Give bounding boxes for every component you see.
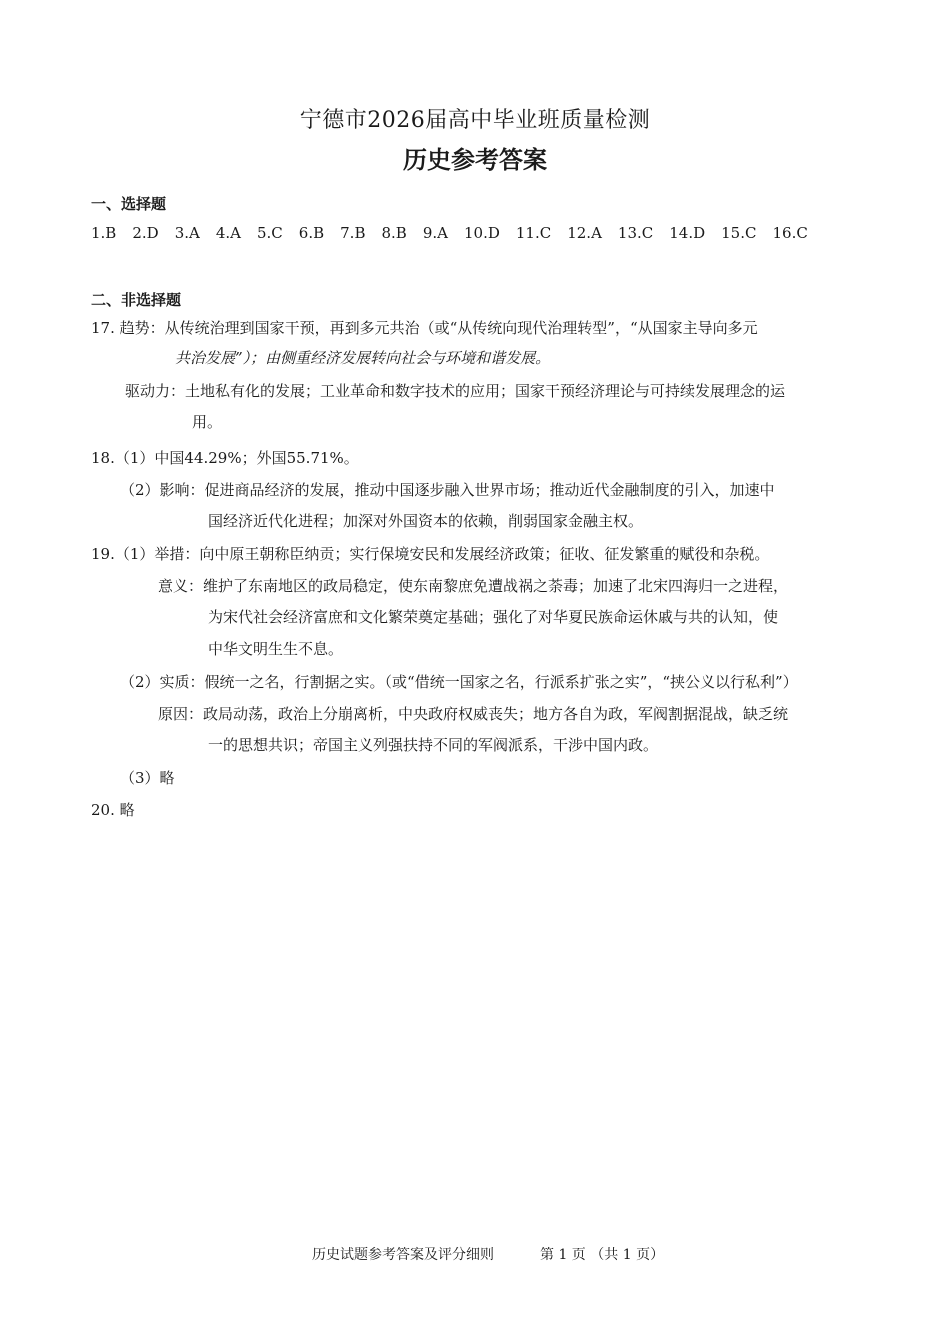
choice-answer-item: 13.C: [617, 224, 654, 242]
answer-subtitle: 历史参考答案: [403, 146, 547, 174]
q17-driver-line-1: 驱动力：土地私有化的发展；工业革命和数字技术的应用；国家干预经济理论与可持续发展理念的运: [125, 382, 786, 400]
choice-answer-item: 8.B: [381, 224, 407, 242]
choice-answer-item: 12.A: [567, 224, 602, 242]
footer-title: 历史试题参考答案及评分细则: [312, 1247, 494, 1263]
q20: 20. 略: [91, 801, 135, 819]
choice-answer-item: 4.A: [215, 224, 241, 242]
q19-part2-reason-1: 原因：政局动荡，政治上分崩离析，中央政府权威丧失；地方各自为政，军阀割据混战，缺乏统: [158, 705, 789, 723]
q19-part3: （3）略: [120, 769, 175, 787]
q17-trend-line-1: 17. 趋势：从传统治理到国家干预，再到多元共治（或“从传统向现代治理转型”，“从国家主导向多元: [91, 319, 758, 337]
section-choice-heading: 一、选择题: [91, 195, 167, 213]
choice-answer-item: 7.B: [340, 224, 366, 242]
q19-part2-essence: （2）实质：假统一之名，行割据之实。（或“借统一国家之名，行派系扩张之实”，“挟公义以行私利”）: [120, 673, 798, 691]
section-nonchoice-heading: 二、非选择题: [91, 291, 182, 309]
q18-part1: 18.（1）中国44.29%；外国55.71%。: [91, 449, 359, 467]
q17-driver-line-2: 用。: [192, 413, 223, 431]
choice-answer-item: 9.A: [422, 224, 448, 242]
choice-answer-item: 16.C: [772, 224, 808, 242]
choice-answer-item: 6.B: [298, 224, 325, 242]
choice-answers: [91, 224, 824, 242]
q19-part1-significance-3: 中华文明生生不息。: [208, 640, 344, 658]
q17-trend-line-2: 共治发展”）；由侧重经济发展转向社会与环境和谐发展。: [175, 349, 551, 367]
q19-part1-significance-1: 意义：维护了东南地区的政局稳定，使东南黎庶免遭战祸之荼毒；加速了北宋四海归一之进程，: [158, 577, 789, 595]
choice-answer-item: 2.D: [132, 224, 159, 242]
footer-page-number: 第 1 页 （共 1 页）: [540, 1247, 665, 1263]
q18-part2-line-2: 国经济近代化进程；加深对外国资本的依赖，削弱国家金融主权。: [208, 512, 644, 530]
choice-answer-item: 5.C: [257, 224, 283, 242]
choice-answer-item: 14.D: [669, 224, 706, 242]
choice-answer-item: 3.A: [174, 224, 200, 242]
q19-part2-reason-2: 一的思想共识；帝国主义列强扶持不同的军阀派系，干涉中国内政。: [208, 736, 659, 754]
choice-answer-item: 10.D: [463, 224, 500, 242]
exam-title: 宁德市2026届高中毕业班质量检测: [299, 108, 651, 133]
choice-answer-item: 1.B: [91, 224, 117, 242]
choice-answer-item: 11.C: [515, 224, 552, 242]
q19-part1-measures: 19.（1）举措：向中原王朝称臣纳贡；实行保境安民和发展经济政策；征收、征发繁重的赋役和杂税。: [91, 545, 770, 563]
choice-answer-item: 15.C: [721, 224, 757, 242]
q18-part2-line-1: （2）影响：促进商品经济的发展，推动中国逐步融入世界市场；推动近代金融制度的引入，加速中: [120, 481, 775, 499]
q19-part1-significance-2: 为宋代社会经济富庶和文化繁荣奠定基础；强化了对华夏民族命运休戚与共的认知，使: [208, 608, 779, 626]
